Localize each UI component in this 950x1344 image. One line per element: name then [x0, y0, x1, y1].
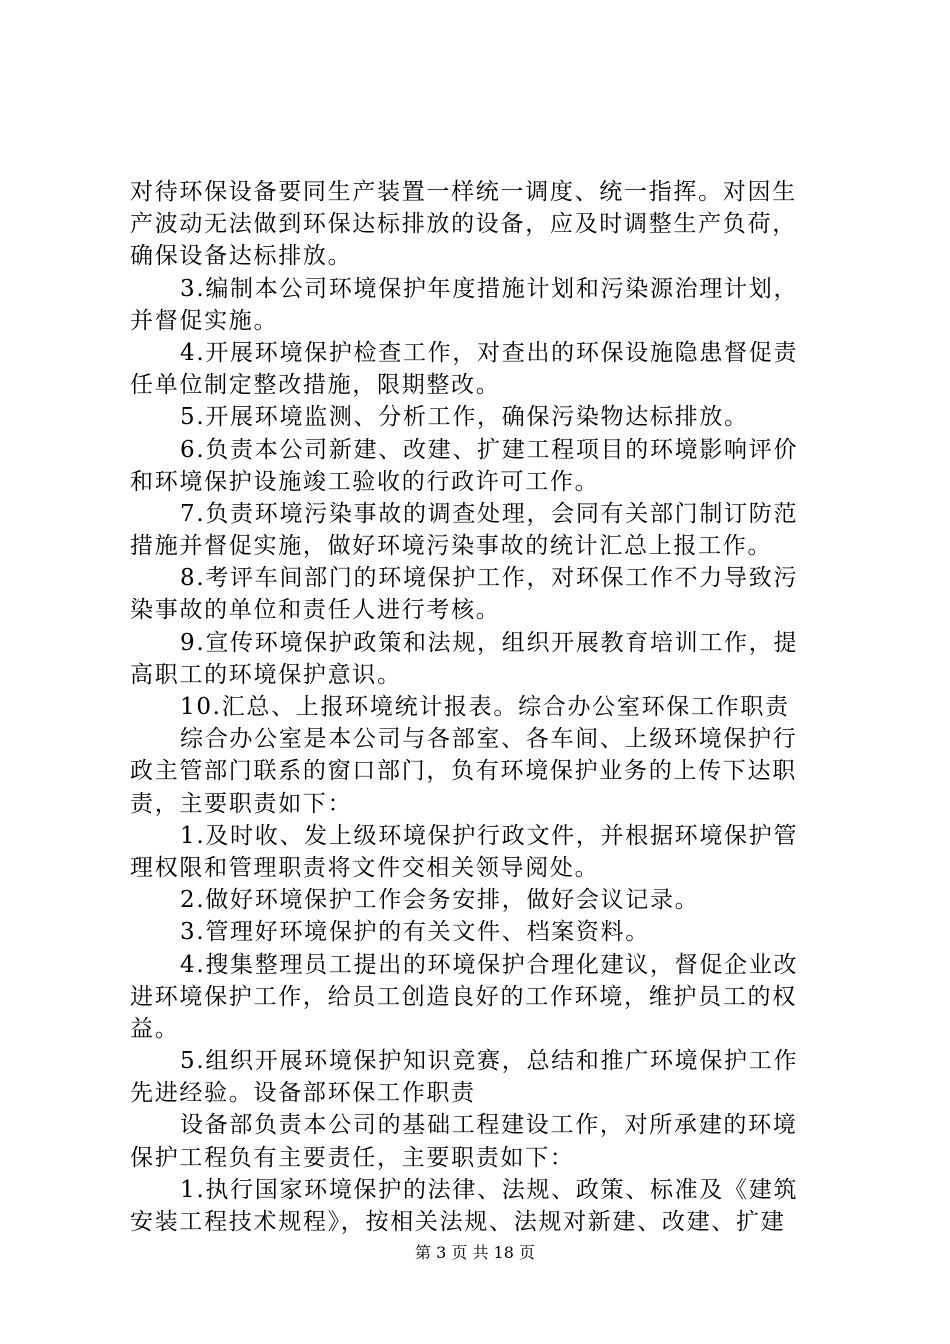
text-line: 益。 — [130, 1015, 180, 1042]
text-line: 10.汇总、上报环境统计报表。综合办公室环保工作职责 — [180, 694, 790, 720]
text-line: 安装工程技术规程》，按相关法规、法规对新建、改建、扩建 — [130, 1209, 786, 1235]
text-line: 理权限和管理职责将文件交相关领导阅处。 — [130, 854, 600, 881]
text-line: 政主管部门联系的窗口部门，负有环境保护业务的上传下达职 — [130, 758, 797, 785]
text-line: 5.开展环境监测、分析工作，确保污染物达标排放。 — [180, 404, 749, 431]
text-line: 保护工程负有主要责任，主要职责如下： — [130, 1144, 575, 1171]
text-line: 进环境保护工作，给员工创造良好的工作环境，维护员工的权 — [130, 983, 797, 1010]
text-line: 6.负责本公司新建、改建、扩建工程项目的环境影响评价 — [180, 436, 799, 463]
text-line: 并督促实施。 — [130, 307, 279, 334]
text-line: 先进经验。设备部环保工作职责 — [130, 1080, 476, 1107]
text-line: 7.负责环境污染事故的调查处理，会同有关部门制订防范 — [180, 500, 799, 527]
text-line: 和环境保护设施竣工验收的行政许可工作。 — [130, 468, 600, 495]
text-line: 高职工的环境保护意识。 — [130, 661, 402, 688]
text-line: 1.及时收、发上级环境保护行政文件，并根据环境保护管 — [180, 822, 799, 849]
document-body — [130, 176, 830, 1238]
text-line: 3.编制本公司环境保护年度措施计划和污染源治理计划， — [180, 275, 799, 302]
text-line: 措施并督促实施，做好环境污染事故的统计汇总上报工作。 — [130, 533, 773, 560]
text-line: 9.宣传环境保护政策和法规，组织开展教育培训工作，提 — [180, 629, 799, 656]
text-line: 2.做好环境保护工作会务安排，做好会议记录。 — [180, 887, 700, 914]
text-line: 确保设备达标排放。 — [130, 243, 353, 270]
text-line: 8.考评车间部门的环境保护工作，对环保工作不力导致污 — [180, 565, 799, 592]
text-line: 4.开展环境保护检查工作，对查出的环保设施隐患督促责 — [180, 339, 799, 366]
text-line: 产波动无法做到环保达标排放的设备，应及时调整生产负荷， — [130, 211, 797, 238]
text-line: 责，主要职责如下： — [130, 790, 353, 817]
text-line: 1.执行国家环境保护的法律、法规、政策、标准及《建筑 — [180, 1176, 799, 1203]
text-line: 染事故的单位和责任人进行考核。 — [130, 597, 501, 624]
text-line: 设备部负责本公司的基础工程建设工作，对所承建的环境 — [180, 1112, 798, 1139]
text-line: 对待环保设备要同生产装置一样统一调度、统一指挥。对因生 — [130, 179, 797, 205]
text-line: 4.搜集整理员工提出的环境保护合理化建议，督促企业改 — [180, 951, 799, 978]
text-line: 任单位制定整改措施，限期整改。 — [130, 372, 501, 399]
text-line: 5.组织开展环境保护知识竞赛，总结和推广环境保护工作 — [180, 1048, 799, 1075]
text-line: 3.管理好环境保护的有关文件、档案资料。 — [180, 919, 650, 946]
text-line: 综合办公室是本公司与各部室、各车间、上级环境保护行 — [180, 726, 798, 753]
page-footer: 第 3 页 共 18 页 — [415, 1243, 535, 1262]
